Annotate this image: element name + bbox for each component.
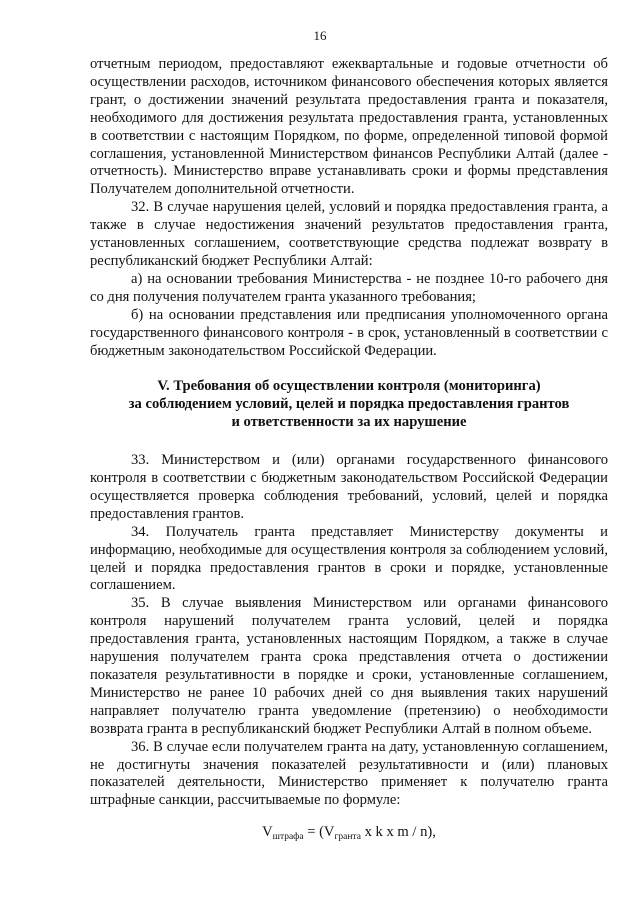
paragraphs-before-section: [90, 56, 608, 360]
formula-lhs-main: V: [262, 824, 273, 841]
page-number: 16: [313, 28, 327, 43]
paragraph-35: 35. В случае выявления Министерством или органами финансового контроля нарушений получателем гранта условий, целей и порядка предоставления гранта, установленных настоящим Порядком, а также в случае нарушения получателем гранта срока представления отчета о достижении показателя результативности в порядке и сроки, установленные соглашением, Министерство не ранее 10 рабочих дней со дня выявления таких нарушений направляет получателю гранта уведомление (претензию) о необходимости возврата гранта в республиканский бюджет Республики Алтай в полном объеме.: [90, 595, 608, 737]
section-heading-line-1: V. Требования об осуществлении контроля (мониторинга): [157, 378, 541, 395]
paragraphs-after-section: [90, 452, 608, 810]
paragraph-36: 36. В случае если получателем гранта на дату, установленную соглашением, не достигнуты значения показателей результативности и (или) плановых показателей деятельности, Министерство применяет к получателю гранта штрафные санкции, рассчитываемые по формуле:: [90, 738, 608, 809]
formula-lhs-sub: штрафа: [272, 832, 304, 843]
formula-rhs-sub: гранта: [334, 832, 361, 843]
paragraph-continuation: отчетным периодом, предоставляют ежеквартальные и годовые отчетности об осуществлении расходов, источником финансового обеспечения которых является грант, о достижении значений результата предоставления гранта и показателя, необходимого для достижения результата предоставления гранта, установленных в соответствии с настоящим Порядком, по форме, определенной типовой формой соглашения, установленной Министерством финансов Республики Алтай (далее - отчетность). Министерство вправе устанавливать сроки и формы представления Получателем дополнительной отчетности.: [90, 56, 608, 198]
paragraph-32: 32. В случае нарушения целей, условий и порядка предоставления гранта, а также в случае недостижения значений результатов предоставления гранта, установленных соглашением, соответствующие средства подлежат возврату в республиканский бюджет Республики Алтай:: [90, 199, 608, 269]
formula-rest: x k x m / n),: [360, 824, 436, 841]
section-heading-line-2: за соблюдением условий, целей и порядка предоставления грантов: [128, 396, 570, 413]
paragraph-32b: б) на основании представления или предписания уполномоченного органа государственного финансового контроля - в срок, установленный в соответствии с бюджетным законодательством Российской Федерации.: [90, 306, 608, 359]
paragraph-33: 33. Министерством и (или) органами государственного финансового контроля в соответствии с бюджетным законодательством Российской Федерации осуществляется проверка соблюдения требований, условий, целей и порядка предоставления грантов.: [90, 452, 608, 522]
paragraph-32a: а) на основании требования Министерства - не позднее 10-го рабочего дня со дня получения получателем гранта указанного требования;: [90, 270, 608, 305]
paragraph-34: 34. Получатель гранта представляет Министерству документы и информацию, необходимые для осуществления контроля за соблюдением условий, целей и порядка предоставления грантов в сроки и порядке, установленные соглашением.: [90, 523, 608, 594]
section-heading: [90, 378, 608, 432]
penalty-formula: [90, 824, 608, 847]
document-body: [90, 56, 608, 847]
formula-equals: = (V: [303, 824, 335, 841]
section-heading-line-3: и ответственности за их нарушение: [231, 414, 467, 431]
